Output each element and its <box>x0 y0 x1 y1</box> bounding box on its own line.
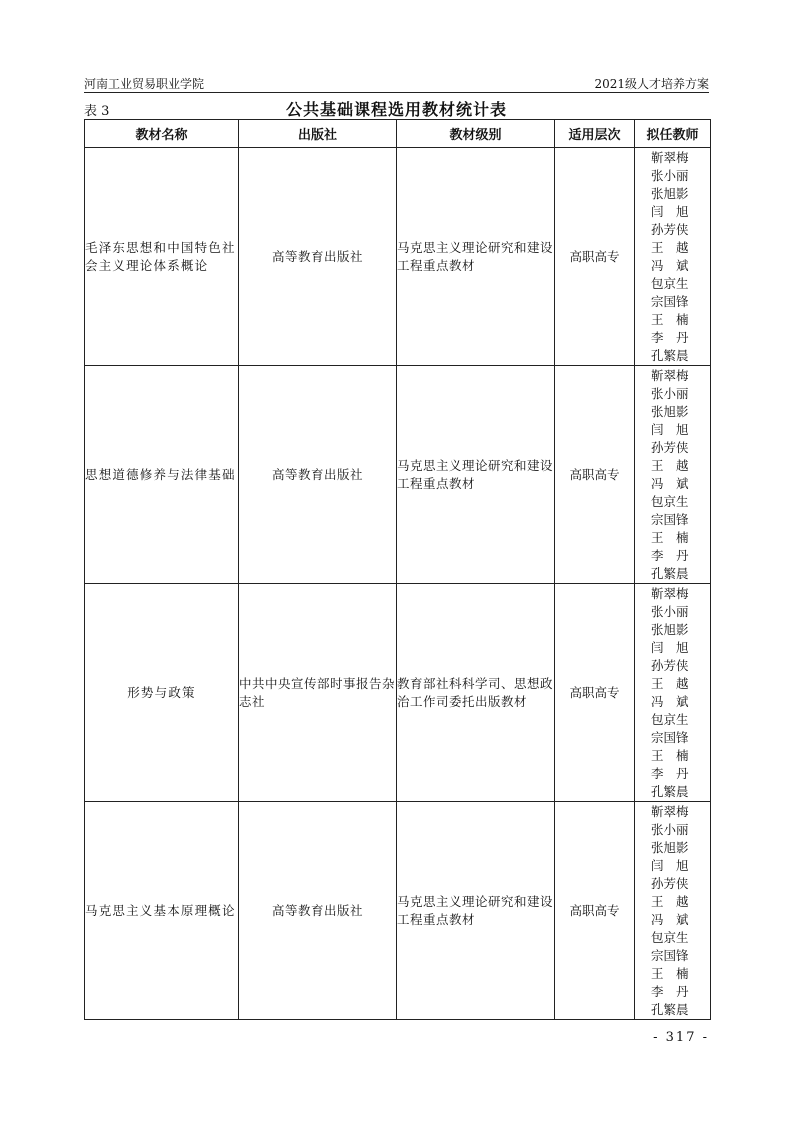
teacher-list <box>635 585 710 801</box>
scope-cell: 高职高专 <box>555 584 635 802</box>
teacher-name: 宗国锋 <box>651 293 689 309</box>
column-header-publisher: 出版社 <box>239 120 397 148</box>
teacher-name: 李 丹 <box>651 983 689 999</box>
teacher-name: 靳翠梅 <box>651 585 689 601</box>
textbook-level-cell: 教育部社科科学司、思想政治工作司委托出版教材 <box>397 584 555 802</box>
table-title: 公共基础课程选用教材统计表 <box>285 100 507 119</box>
table-row <box>85 802 711 1020</box>
teacher-name: 孙芳侠 <box>651 875 689 891</box>
teacher-name: 闫 旭 <box>651 857 689 873</box>
textbook-level-cell: 马克思主义理论研究和建设工程重点教材 <box>397 366 555 584</box>
teacher-name: 张小丽 <box>651 821 689 837</box>
teacher-name: 包京生 <box>651 493 689 509</box>
column-header-scope: 适用层次 <box>555 120 635 148</box>
teacher-name: 冯 斌 <box>651 693 689 709</box>
table-row <box>85 584 711 802</box>
teacher-name: 李 丹 <box>651 765 689 781</box>
teacher-name: 张旭影 <box>651 621 689 637</box>
publisher-cell: 高等教育出版社 <box>239 366 397 584</box>
teacher-name: 靳翠梅 <box>651 367 689 383</box>
page-number: - 317 - <box>653 1030 709 1045</box>
teacher-name: 张旭影 <box>651 185 689 201</box>
course-name-cell: 马克思主义基本原理概论 <box>85 802 239 1020</box>
table-caption <box>84 97 709 119</box>
teacher-name: 王 越 <box>651 457 689 473</box>
publisher-cell: 中共中央宣传部时事报告杂志社 <box>239 584 397 802</box>
column-header-level: 教材级别 <box>397 120 555 148</box>
teacher-name: 李 丹 <box>651 547 689 563</box>
teacher-name: 包京生 <box>651 711 689 727</box>
teacher-name: 包京生 <box>651 929 689 945</box>
teacher-name: 王 楠 <box>651 747 689 763</box>
teacher-list <box>635 149 710 365</box>
table-row <box>85 148 711 366</box>
teacher-name: 王 越 <box>651 239 689 255</box>
teacher-name: 闫 旭 <box>651 421 689 437</box>
publisher-cell: 高等教育出版社 <box>239 802 397 1020</box>
teacher-name: 冯 斌 <box>651 475 689 491</box>
teacher-name: 张小丽 <box>651 385 689 401</box>
teacher-name: 闫 旭 <box>651 203 689 219</box>
teacher-name: 宗国锋 <box>651 947 689 963</box>
teacher-name: 宗国锋 <box>651 729 689 745</box>
table-row <box>85 366 711 584</box>
teacher-list <box>635 803 710 1019</box>
teacher-name: 孔繁晨 <box>651 565 689 581</box>
teacher-name: 李 丹 <box>651 329 689 345</box>
textbook-level-cell: 马克思主义理论研究和建设工程重点教材 <box>397 148 555 366</box>
teacher-name: 孙芳侠 <box>651 221 689 237</box>
teacher-name: 张小丽 <box>651 603 689 619</box>
teachers-cell <box>635 148 711 366</box>
publisher-cell: 高等教育出版社 <box>239 148 397 366</box>
column-header-textbook: 教材名称 <box>85 120 239 148</box>
teacher-name: 孙芳侠 <box>651 439 689 455</box>
teacher-name: 张小丽 <box>651 167 689 183</box>
teachers-cell <box>635 366 711 584</box>
course-name-cell: 思想道德修养与法律基础 <box>85 366 239 584</box>
teacher-name: 张旭影 <box>651 839 689 855</box>
teacher-name: 孔繁晨 <box>651 783 689 799</box>
teacher-name: 冯 斌 <box>651 911 689 927</box>
teacher-name: 闫 旭 <box>651 639 689 655</box>
teachers-cell <box>635 584 711 802</box>
scope-cell: 高职高专 <box>555 148 635 366</box>
teacher-list <box>635 367 710 583</box>
teacher-name: 孙芳侠 <box>651 657 689 673</box>
teacher-name: 靳翠梅 <box>651 803 689 819</box>
teacher-name: 王 楠 <box>651 965 689 981</box>
teacher-name: 孔繁晨 <box>651 347 689 363</box>
course-name-cell: 形势与政策 <box>85 584 239 802</box>
teacher-name: 宗国锋 <box>651 511 689 527</box>
column-header-teachers: 拟任教师 <box>635 120 711 148</box>
teacher-name: 靳翠梅 <box>651 149 689 165</box>
page-header <box>84 74 709 93</box>
teachers-cell <box>635 802 711 1020</box>
teacher-name: 包京生 <box>651 275 689 291</box>
teacher-name: 王 楠 <box>651 311 689 327</box>
course-name-cell: 毛泽东思想和中国特色社会主义理论体系概论 <box>85 148 239 366</box>
teacher-name: 王 越 <box>651 675 689 691</box>
textbook-level-cell: 马克思主义理论研究和建设工程重点教材 <box>397 802 555 1020</box>
teacher-name: 张旭影 <box>651 403 689 419</box>
textbook-table <box>84 119 711 1020</box>
scope-cell: 高职高专 <box>555 802 635 1020</box>
table-number: 表 3 <box>84 104 110 119</box>
teacher-name: 王 楠 <box>651 529 689 545</box>
teacher-name: 冯 斌 <box>651 257 689 273</box>
institution-name: 河南工业贸易职业学院 <box>84 77 205 91</box>
table-header-row <box>85 120 711 148</box>
scope-cell: 高职高专 <box>555 366 635 584</box>
document-name: 2021级人才培养方案 <box>594 77 709 91</box>
teacher-name: 王 越 <box>651 893 689 909</box>
teacher-name: 孔繁晨 <box>651 1001 689 1017</box>
